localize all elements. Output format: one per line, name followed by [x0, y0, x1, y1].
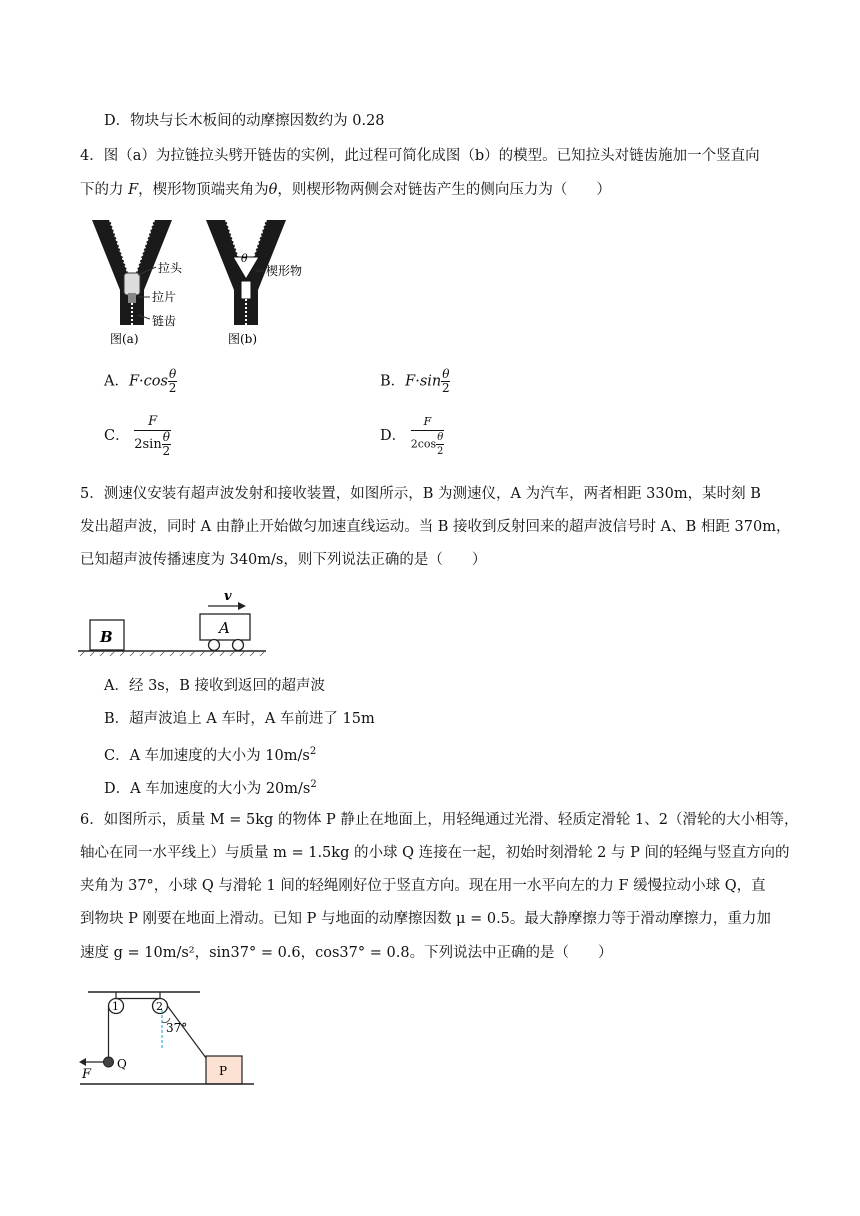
fig-b-box-label: B: [100, 628, 113, 646]
ball-q-label: Q: [117, 1057, 127, 1071]
q5-option-c: C．A 车加速度的大小为 $10m/s^2$: [104, 746, 317, 764]
block-p-label: P: [219, 1064, 228, 1078]
q3-option-d: D．物块与长木板间的动摩擦因数约为 0.28: [104, 113, 385, 129]
q4-stem-line2: 下的力 F，楔形物顶端夹角为θ，则楔形物两侧会对链齿产生的侧向压力为（ ）: [80, 182, 611, 198]
fig-velocity-label: v: [224, 589, 232, 604]
q6-stem-line3: 夹角为 37°，小球 Q 与滑轮 1 间的轻绳刚好位于竖直方向。现在用一水平向左的力 F 缓慢拉动小球 Q，直: [80, 878, 766, 894]
q5-option-d: D．A 车加速度的大小为 $20m/s^2$: [104, 779, 317, 797]
q5-option-a: A．经 3s，B 接收到返回的超声波: [104, 678, 326, 694]
q6-pulley-figure: [78, 984, 258, 1090]
q4-option-d: D． F 2cos $\frac{\theta}{2}$: [380, 415, 444, 457]
q6-stem-line5: 速度 g = 10m/s²，sin37° = 0.6，cos37° = 0.8。下列说法中正确的是（ ）: [80, 945, 613, 961]
fig-b-label-wedge: 楔形物: [266, 264, 303, 278]
q6-stem-line2: 轴心在同一水平线上）与质量 m = 1.5kg 的小球 Q 连接在一起，初始时刻滑轮 2 与 P 间的轻绳与竖直方向的: [80, 845, 790, 861]
q4-option-c: C． F 2sin $\frac{\theta}{2}$: [104, 414, 171, 458]
fig-b-caption: 图(b): [228, 332, 258, 346]
pulley-2-label: 2: [156, 1000, 163, 1013]
force-f-label: F: [82, 1067, 92, 1082]
fig-a-label-slider: 拉头: [158, 261, 183, 275]
q5-stem-line3: 已知超声波传播速度为 340m/s，则下列说法正确的是（ ）: [80, 552, 487, 568]
fig-a-label-pull: 拉片: [152, 290, 177, 304]
fig-a-label-teeth: 链齿: [152, 314, 177, 328]
q6-stem-line4: 到物块 P 刚要在地面上滑动。已知 P 与地面的动摩擦因数 μ = 0.5。最大静摩擦力等于滑动摩擦力，重力加: [80, 911, 771, 927]
q4-option-b: B．F·sin $\frac{\theta}{2}$: [380, 367, 450, 395]
fig-a-caption: 图(a): [110, 332, 139, 346]
angle-label: 37°: [166, 1021, 188, 1035]
q5-figure: [78, 588, 268, 660]
q5-stem-line2: 发出超声波，同时 A 由静止开始做匀加速直线运动。当 B 接收到反射回来的超声波信号时 A、B 相距 370m，: [80, 519, 791, 535]
q6-stem-line1: 6．如图所示，质量 M = 5kg 的物体 P 静止在地面上，用轻绳通过光滑、轻质定滑轮 1、2（滑轮的大小相等，: [80, 812, 799, 828]
fig-a-car-label: A: [219, 619, 230, 637]
q5-option-b: B．超声波追上 A 车时，A 车前进了 15m: [104, 711, 375, 727]
q4-stem-line1: 4．图（a）为拉链拉头劈开链齿的实例，此过程可简化成图（b）的模型。已知拉头对链齿施加一个竖直向: [80, 148, 760, 164]
q4-zipper-figure: [88, 215, 328, 350]
q5-stem-line1: 5．测速仪安装有超声波发射和接收装置，如图所示，B 为测速仪，A 为汽车，两者相距 330m，某时刻 B: [80, 486, 761, 502]
pulley-1-label: 1: [112, 1000, 119, 1013]
fig-b-theta: θ: [241, 252, 248, 265]
q4-option-a: A．F·cos $\frac{\theta}{2}$: [104, 367, 177, 395]
